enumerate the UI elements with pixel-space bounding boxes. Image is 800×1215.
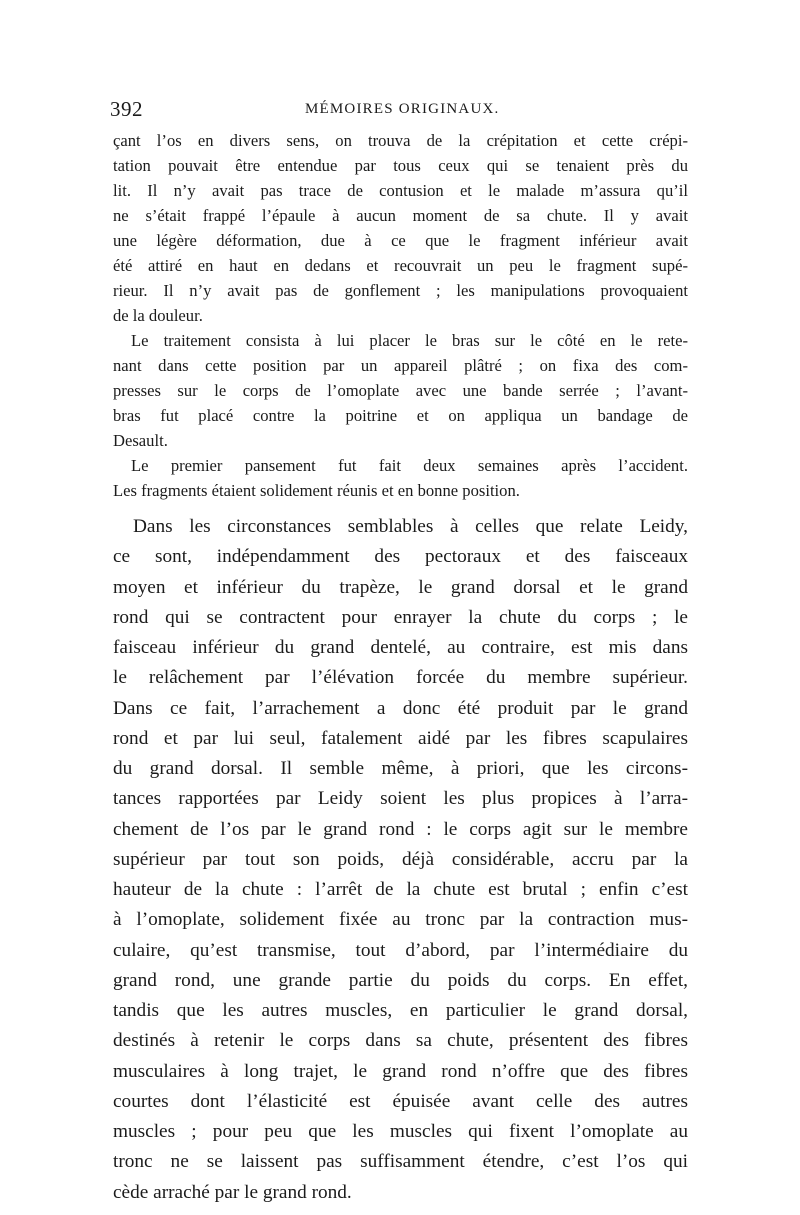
text-line: cède arraché par le grand rond. <box>113 1181 352 1203</box>
text-line: ce sont, indépendamment des pectoraux et des faisceaux <box>113 546 688 568</box>
text-line: tation pouvait être entendue par tous ceux qui se tenaient près du <box>113 156 688 175</box>
text-line: rond qui se contractent pour enrayer la chute du corps ; le <box>113 606 688 628</box>
case-report-paragraph-2 <box>113 328 688 453</box>
text-line: Dans les circonstances semblables à celles que relate Leidy, <box>133 516 688 537</box>
text-line: ne s’était frappé l’épaule à aucun moment de sa chute. Il y avait <box>113 206 688 225</box>
text-line: Les fragments étaient solidement réunis et en bonne position. <box>113 481 520 500</box>
text-line: destinés à retenir le corps dans sa chute, présentent des fibres <box>113 1030 688 1052</box>
text-line: Desault. <box>113 431 168 450</box>
text-line: rieur. Il n’y avait pas de gonflement ; les manipulations provoquaient <box>113 281 688 300</box>
text-line: moyen et inférieur du trapèze, le grand dorsal et le grand <box>113 576 688 598</box>
page-number: 392 <box>110 97 143 121</box>
text-line: rond et par lui seul, fatalement aidé par les fibres scapulaires <box>113 727 688 749</box>
text-line: du grand dorsal. Il semble même, à priori, que les circons- <box>113 758 688 779</box>
text-line: une légère déformation, due à ce que le fragment inférieur avait <box>113 231 688 250</box>
running-title: MÉMOIRES ORIGINAUX. <box>305 101 500 117</box>
text-line: tandis que les autres muscles, en particulier le grand dorsal, <box>113 1000 688 1021</box>
text-line: grand rond, une grande partie du poids du corps. En effet, <box>113 969 688 991</box>
text-line: de la douleur. <box>113 306 203 325</box>
case-report-paragraph-3 <box>113 453 688 503</box>
text-line: çant l’os en divers sens, on trouva de la crépitation et cette crépi- <box>113 131 688 150</box>
text-line: culaire, qu’est transmise, tout d’abord, par l’intermédiaire du <box>113 939 688 961</box>
text-line: courtes dont l’élasticité est épuisée avant celle des autres <box>113 1090 688 1112</box>
text-line: musculaires à long trajet, le grand rond n’offre que des fibres <box>113 1060 688 1082</box>
text-line: muscles ; pour peu que les muscles qui fixent l’omoplate au <box>113 1121 688 1142</box>
text-line: hauteur de la chute : l’arrêt de la chute est brutal ; enfin c’est <box>113 879 688 900</box>
text-line: faisceau inférieur du grand dentelé, au contraire, est mis dans <box>113 637 688 658</box>
text-line: nant dans cette position par un appareil plâtré ; on fixa des com- <box>113 356 688 375</box>
text-line: presses sur le corps de l’omoplate avec une bande serrée ; l’avant- <box>113 381 688 400</box>
case-report-paragraph-1 <box>113 128 688 328</box>
text-line: lit. Il n’y avait pas trace de contusion et le malade m’assura qu’il <box>113 181 688 200</box>
text-line: Le traitement consista à lui placer le bras sur le côté en le rete- <box>131 331 688 350</box>
discussion-paragraph <box>113 512 688 1208</box>
text-line: supérieur par tout son poids, déjà considérable, accru par la <box>113 848 688 870</box>
text-line: bras fut placé contre la poitrine et on appliqua un bandage de <box>113 406 688 425</box>
text-line: tronc ne se laissent pas suffisamment étendre, c’est l’os qui <box>113 1151 688 1173</box>
text-line: Le premier pansement fut fait deux semaines après l’accident. <box>131 456 688 475</box>
text-line: chement de l’os par le grand rond : le corps agit sur le membre <box>113 818 688 840</box>
text-line: tances rapportées par Leidy soient les plus propices à l’arra- <box>113 788 688 810</box>
text-line: à l’omoplate, solidement fixée au tronc par la contraction mus- <box>113 909 688 931</box>
text-line: le relâchement par l’élévation forcée du membre supérieur. <box>113 667 688 689</box>
text-line: Dans ce fait, l’arrachement a donc été produit par le grand <box>113 697 688 719</box>
text-line: été attiré en haut en dedans et recouvrait un peu le fragment supé- <box>113 256 688 275</box>
